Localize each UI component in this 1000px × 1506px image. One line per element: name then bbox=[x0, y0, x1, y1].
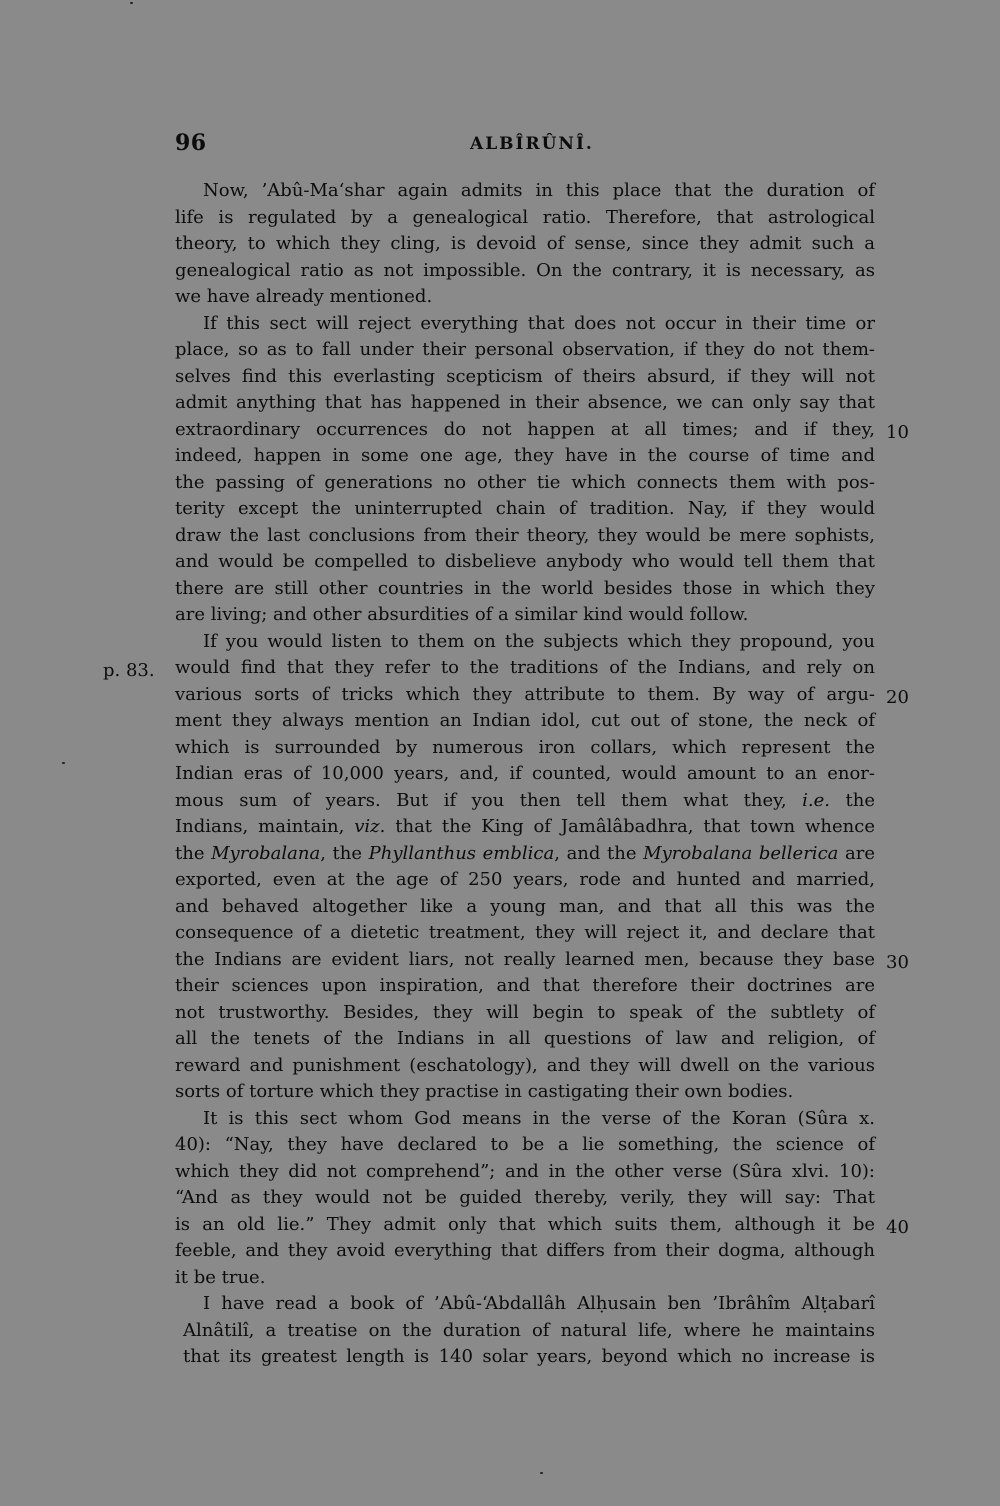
italic-plant-name: Myrobalana bbox=[211, 842, 321, 864]
text-line: terity except the uninterrupted chain of tradition. Nay, if they would bbox=[175, 498, 875, 519]
italic-abbreviation: viz. bbox=[354, 816, 386, 837]
text-line: various sorts of tricks which they attribute to them. By way of argu- bbox=[175, 683, 875, 705]
text-segment: are bbox=[845, 842, 876, 864]
text-line: and would be compelled to disbelieve anybody who would tell them that bbox=[175, 551, 875, 572]
text-line bbox=[175, 841, 875, 868]
text-line: their sciences upon inspiration, and that therefore their doctrines are bbox=[175, 975, 875, 996]
text-line: selves find this everlasting scepticism of theirs absurd, if they will not bbox=[175, 365, 875, 387]
text-line: sorts of torture which they practise in castigating their own bodies. bbox=[175, 1081, 794, 1102]
text-line: Now, ’Abû-Ma‘shar again admits in this place that the duration of bbox=[203, 180, 875, 201]
text-segment: , and the bbox=[554, 842, 637, 864]
text-line: ment they always mention an Indian idol, cut out of stone, the neck of bbox=[175, 710, 875, 731]
text-line: are living; and other absurdities of a similar kind would follow. bbox=[175, 604, 749, 625]
text-segment: , the bbox=[320, 842, 363, 864]
line-number-40: 40 bbox=[886, 1217, 909, 1238]
text-line: feeble, and they avoid everything that differs from their dogma, although bbox=[175, 1240, 875, 1261]
scan-speck bbox=[62, 762, 65, 764]
text-line: the passing of generations no other tie which connects them with pos- bbox=[175, 471, 875, 493]
line-number-10: 10 bbox=[886, 422, 909, 443]
text-line: If you would listen to them on the subjects which they propound, you bbox=[203, 630, 875, 652]
text-line: all the tenets of the Indians in all questions of law and religion, of bbox=[175, 1028, 875, 1049]
text-line: indeed, happen in some one age, they have in the course of time and bbox=[175, 445, 875, 466]
text-line: Alnâtilî, a treatise on the duration of natural life, where he maintains bbox=[183, 1319, 875, 1341]
text-line: which is surrounded by numerous iron collars, which represent the bbox=[175, 736, 875, 758]
text-segment: the bbox=[845, 789, 875, 811]
text-segment: that the King of Jamâlâbadhra, that town whence bbox=[395, 816, 875, 837]
line-number-30: 30 bbox=[886, 952, 909, 973]
text-line: and behaved altogether like a young man, and that all this was the bbox=[175, 895, 875, 917]
text-line: which they did not comprehend”; and in the other verse (Sûra xlvi. 10): bbox=[175, 1160, 875, 1182]
text-line: reward and punishment (eschatology), and they will dwell on the various bbox=[175, 1054, 875, 1076]
scan-speck bbox=[540, 1472, 543, 1474]
text-line: consequence of a dietetic treatment, they will reject it, and declare that bbox=[175, 922, 875, 943]
text-line: If this sect will reject everything that does not occur in their time or bbox=[203, 312, 875, 334]
italic-abbreviation: i.e. bbox=[802, 789, 831, 811]
body-text bbox=[175, 178, 875, 1371]
text-segment: Indians, maintain, bbox=[175, 816, 345, 837]
text-line: admit anything that has happened in their absence, we can only say that bbox=[175, 392, 875, 413]
text-line: not trustworthy. Besides, they will begin to speak of the subtlety of bbox=[175, 1001, 875, 1023]
text-line: It is this sect whom God means in the verse of the Koran (Sûra x. bbox=[203, 1107, 875, 1129]
text-line: theory, to which they cling, is devoid of sense, since they admit such a bbox=[175, 233, 875, 254]
running-head: ALBÎRÛNÎ. bbox=[470, 134, 594, 154]
text-line: is an old lie.” They admit only that which suits them, although it be bbox=[175, 1213, 875, 1235]
text-line: draw the last conclusions from their theory, they would be mere sophists, bbox=[175, 524, 875, 546]
text-segment: mous sum of years. But if you then tell them what they, bbox=[175, 789, 787, 811]
text-line: “And as they would not be guided thereby, verily, they will say: That bbox=[175, 1187, 875, 1208]
text-line: it be true. bbox=[175, 1266, 266, 1288]
text-line: extraordinary occurrences do not happen at all times; and if they, bbox=[175, 418, 875, 440]
text-segment: the bbox=[175, 842, 205, 864]
text-line bbox=[175, 788, 875, 815]
italic-plant-name: Phyllanthus emblica bbox=[368, 842, 555, 864]
page-header bbox=[175, 122, 875, 162]
text-line: 40): “Nay, they have declared to be a lie something, the science of bbox=[175, 1134, 875, 1155]
text-line: life is regulated by a genealogical ratio. Therefore, that astrological bbox=[175, 206, 875, 228]
text-line: the Indians are evident liars, not really learned men, because they base bbox=[175, 948, 875, 970]
scan-speck bbox=[130, 2, 133, 4]
text-line: genealogical ratio as not impossible. On the contrary, it is necessary, as bbox=[175, 259, 875, 281]
text-line: exported, even at the age of 250 years, rode and hunted and married, bbox=[175, 869, 875, 890]
text-line: Indian eras of 10,000 years, and, if counted, would amount to an enor- bbox=[175, 763, 875, 784]
text-line: that its greatest length is 140 solar years, beyond which no increase is bbox=[183, 1346, 875, 1367]
text-line bbox=[175, 814, 875, 841]
text-line: place, so as to fall under their personal observation, if they do not them- bbox=[175, 339, 875, 360]
text-line: would find that they refer to the traditions of the Indians, and rely on bbox=[175, 657, 875, 678]
page-number: 96 bbox=[175, 130, 207, 156]
text-line: we have already mentioned. bbox=[175, 286, 433, 307]
line-number-20: 20 bbox=[886, 687, 909, 708]
text-line: there are still other countries in the world besides those in which they bbox=[175, 577, 875, 599]
margin-page-reference: p. 83. bbox=[103, 660, 155, 681]
text-line: I have read a book of ’Abû-‘Abdallâh Alḥusain ben ’Ibrâhîm Alṭabarî bbox=[203, 1293, 875, 1314]
italic-plant-name: Myrobalana bellerica bbox=[643, 842, 839, 864]
